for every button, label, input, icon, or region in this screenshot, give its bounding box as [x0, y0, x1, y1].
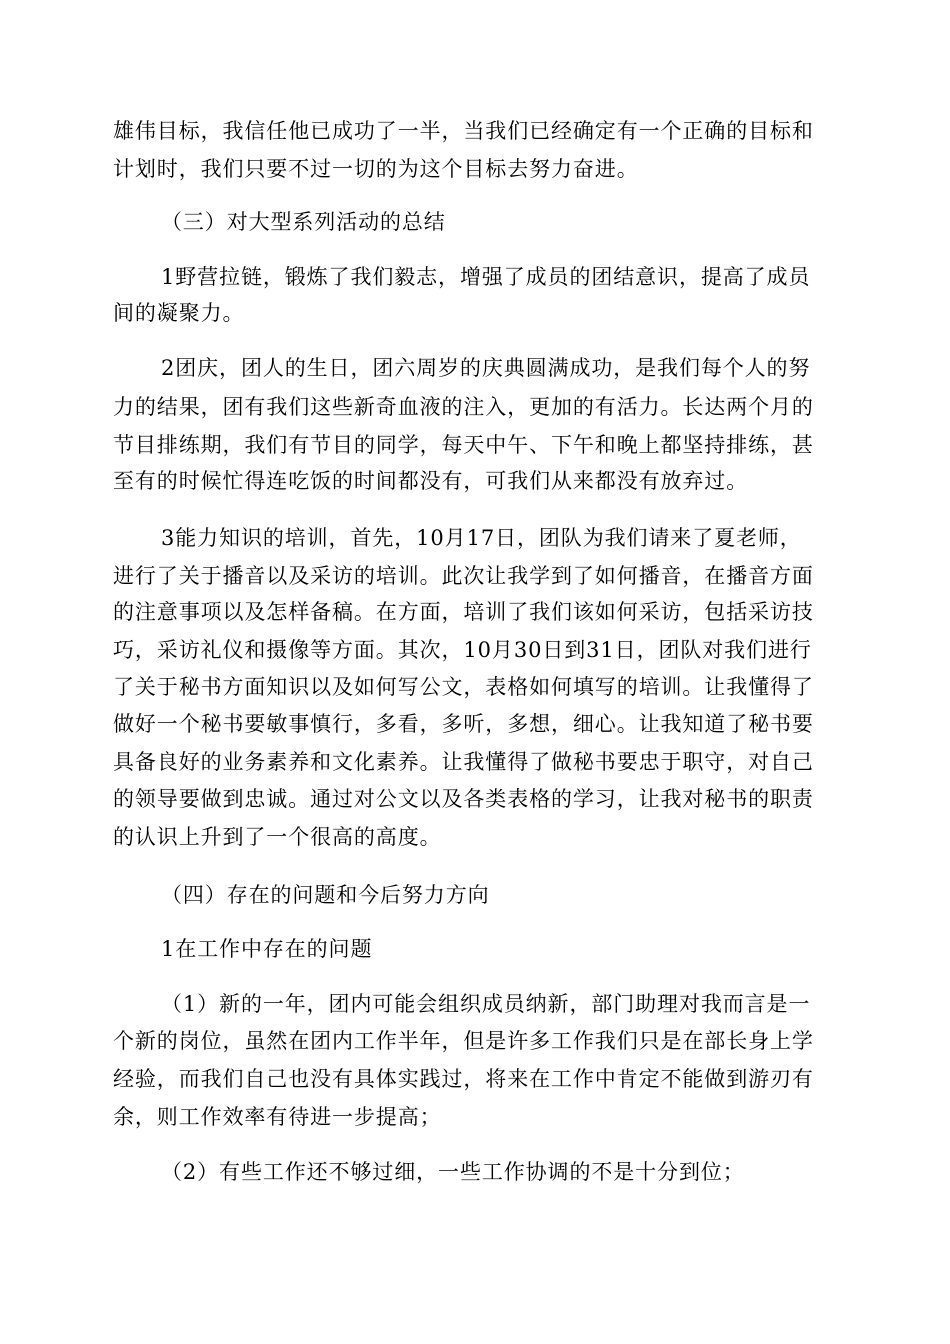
paragraph-line: 具备良好的业务素养和文化素养。让我懂得了做秘书要忠于职守，对自己 — [113, 750, 814, 774]
paragraph-line: （2）有些工作还不够过细，一些工作协调的不是十分到位； — [161, 1160, 745, 1184]
paragraph-line: 个新的岗位，虽然在团内工作半年，但是许多工作我们只是在部长身上学 — [113, 1029, 814, 1053]
paragraph-line: 间的凝聚力。 — [113, 301, 245, 325]
paragraph-line: 做好一个秘书要敏事慎行，多看，多听，多想，细心。让我知道了秘书要 — [113, 712, 814, 736]
paragraph-line: 的注意事项以及怎样备稿。在方面，培训了我们该如何采访，包括采访技 — [113, 600, 814, 624]
paragraph-line: 了关于秘书方面知识以及如何写公文，表格如何填写的培训。让我懂得了 — [113, 675, 814, 699]
paragraph-line: 计划时，我们只要不过一切的为这个目标去努力奋进。 — [113, 157, 639, 181]
section-heading-three: （三）对大型系列活动的总结 — [161, 210, 446, 234]
paragraph-line: 雄伟目标，我信任他已成功了一半，当我们已经确定有一个正确的目标和 — [113, 119, 814, 143]
paragraph-line: 力的结果，团有我们这些新奇血液的注入，更加的有活力。长达两个月的 — [113, 395, 814, 419]
section-heading-four: （四）存在的问题和今后努力方向 — [161, 883, 490, 907]
paragraph-line: 进行了关于播音以及采访的培训。此次让我学到了如何播音，在播音方面 — [113, 564, 814, 588]
paragraph-line: 巧，采访礼仪和摄像等方面。其次，10月30日到31日，团队对我们进行 — [113, 638, 812, 662]
paragraph-line: 节目排练期，我们有节目的同学，每天中午、下午和晚上都坚持排练，甚 — [113, 433, 814, 457]
paragraph-line: 1野营拉链，锻炼了我们毅志，增强了成员的团结意识，提高了成员 — [161, 265, 811, 289]
paragraph-line: 余，则工作效率有待进一步提高； — [113, 1105, 442, 1129]
paragraph-line: 的领导要做到忠诚。通过对公文以及各类表格的学习，让我对秘书的职责 — [113, 787, 814, 811]
paragraph-line: 的认识上升到了一个很高的高度。 — [113, 825, 442, 849]
paragraph-line: 3能力知识的培训，首先，10月17日，团队为我们请来了夏老师， — [161, 526, 802, 550]
paragraph-line: 经验，而我们自己也没有具体实践过，将来在工作中肯定不能做到游刃有 — [113, 1067, 814, 1091]
subsection-heading: 1在工作中存在的问题 — [161, 937, 373, 961]
paragraph-line: 至有的时候忙得连吃饭的时间都没有，可我们从来都没有放弃过。 — [113, 469, 749, 493]
paragraph-line: （1）新的一年，团内可能会组织成员纳新，部门助理对我而言是一 — [161, 992, 811, 1016]
paragraph-line: 2团庆，团人的生日，团六周岁的庆典圆满成功，是我们每个人的努 — [161, 356, 811, 380]
